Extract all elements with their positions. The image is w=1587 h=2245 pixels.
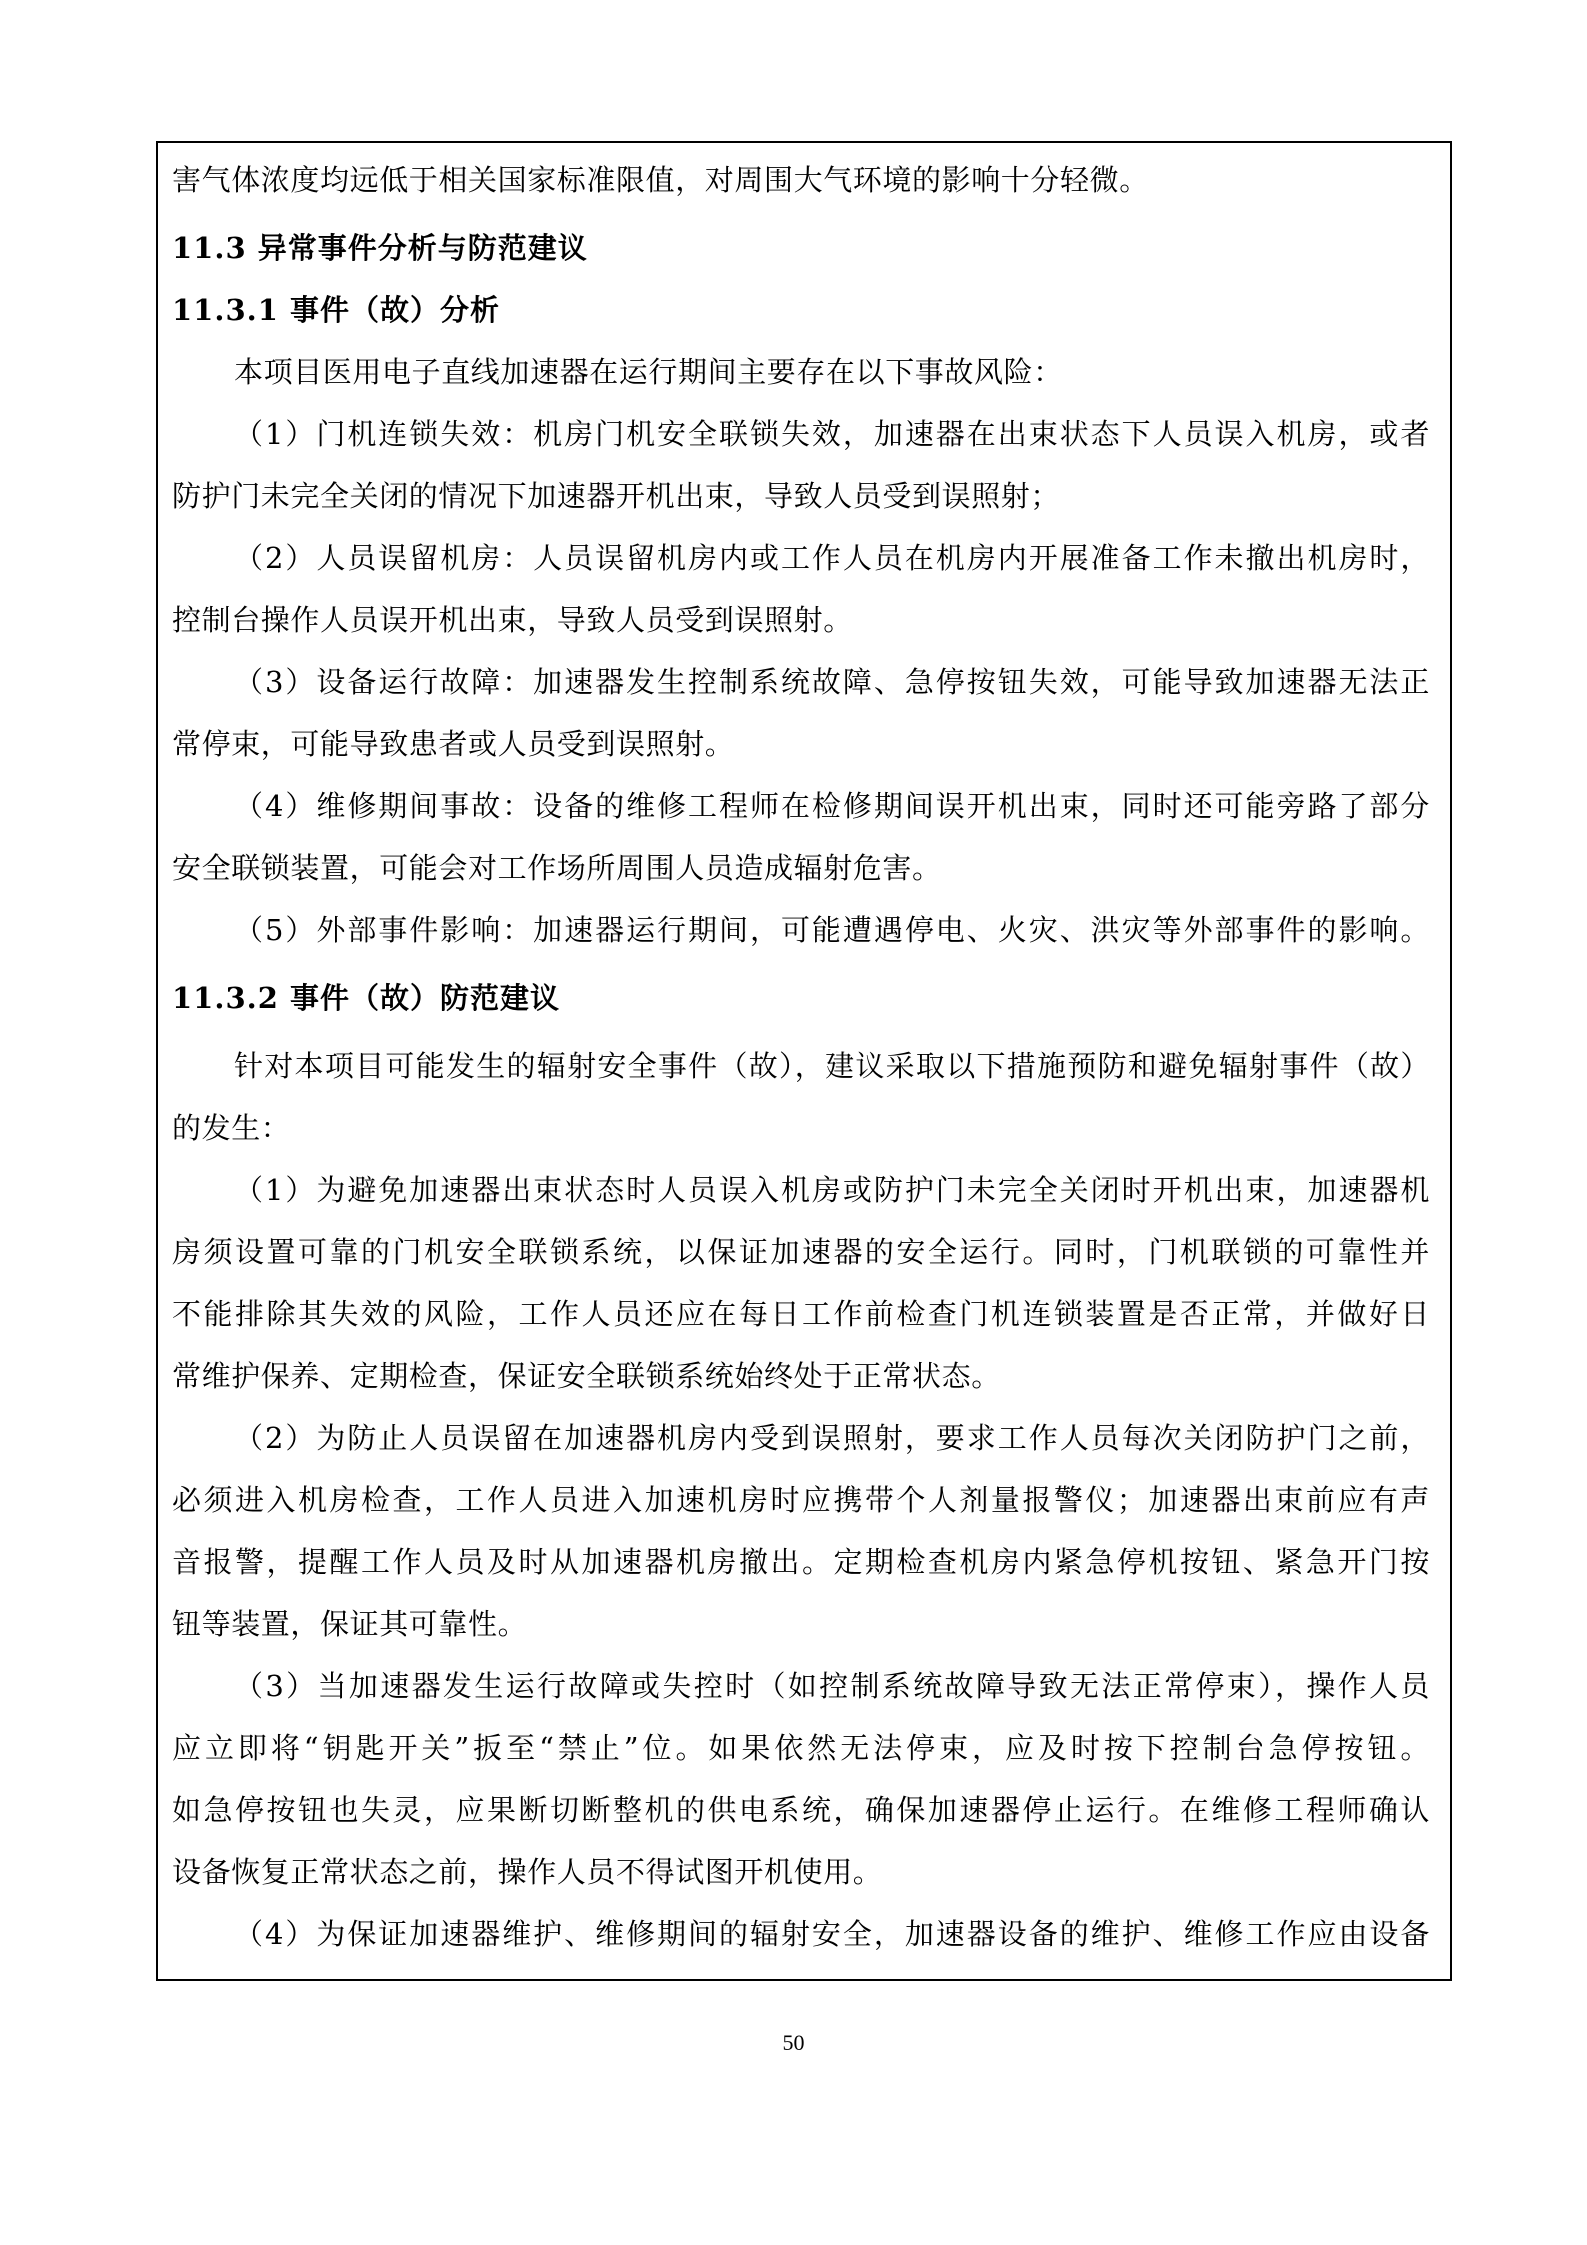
text-line: 控制台操作人员误开机出束，导致人员受到误照射。 <box>172 603 853 637</box>
subsection-heading: 11.3.1 事件（故）分析 <box>172 293 501 327</box>
text-line: （1）为避免加速器出束状态时人员误入机房或防护门未完全关闭时开机出束，加速器机 <box>234 1173 1430 1207</box>
text-line: （3）设备运行故障：加速器发生控制系统故障、急停按钮失效，可能导致加速器无法正 <box>234 665 1430 699</box>
text-line: 如急停按钮也失灵，应果断切断整机的供电系统，确保加速器停止运行。在维修工程师确认 <box>172 1793 1430 1827</box>
content-frame <box>156 141 1452 1981</box>
text-line: 常停束，可能导致患者或人员受到误照射。 <box>172 727 735 761</box>
text-line: （2）人员误留机房：人员误留机房内或工作人员在机房内开展准备工作未撤出机房时， <box>234 541 1430 575</box>
text-line: 防护门未完全关闭的情况下加速器开机出束，导致人员受到误照射； <box>172 479 1061 513</box>
text-line: （2）为防止人员误留在加速器机房内受到误照射，要求工作人员每次关闭防护门之前， <box>234 1421 1430 1455</box>
text-line: 设备恢复正常状态之前，操作人员不得试图开机使用。 <box>172 1855 883 1889</box>
text-line: 常维护保养、定期检查，保证安全联锁系统始终处于正常状态。 <box>172 1359 1001 1393</box>
subsection-heading: 11.3.2 事件（故）防范建议 <box>172 981 561 1015</box>
text-line: 钮等装置，保证其可靠性。 <box>172 1607 528 1641</box>
section-heading: 11.3 异常事件分析与防范建议 <box>172 231 588 265</box>
page-number: 50 <box>782 2030 805 2055</box>
text-line: 不能排除其失效的风险，工作人员还应在每日工作前检查门机连锁装置是否正常，并做好日 <box>172 1297 1430 1331</box>
text-line: （4）维修期间事故：设备的维修工程师在检修期间误开机出束，同时还可能旁路了部分 <box>234 789 1430 823</box>
text-line: 安全联锁装置，可能会对工作场所周围人员造成辐射危害。 <box>172 851 942 885</box>
text-line: 音报警，提醒工作人员及时从加速器机房撤出。定期检查机房内紧急停机按钮、紧急开门按 <box>172 1545 1430 1579</box>
text-line: （3）当加速器发生运行故障或失控时（如控制系统故障导致无法正常停束），操作人员 <box>234 1669 1430 1703</box>
text-line: 的发生： <box>172 1111 291 1145</box>
text-line: （5）外部事件影响：加速器运行期间，可能遭遇停电、火灾、洪灾等外部事件的影响。 <box>234 913 1430 947</box>
text-line: 针对本项目可能发生的辐射安全事件（故），建议采取以下措施预防和避免辐射事件（故） <box>234 1049 1430 1083</box>
text-line: 应立即将“钥匙开关”扳至“禁止”位。如果依然无法停束，应及时按下控制台急停按钮。 <box>172 1731 1430 1765</box>
text-line: （1）门机连锁失效：机房门机安全联锁失效，加速器在出束状态下人员误入机房，或者 <box>234 417 1430 451</box>
text-line: 必须进入机房检查，工作人员进入加速机房时应携带个人剂量报警仪；加速器出束前应有声 <box>172 1483 1430 1517</box>
text-line: （4）为保证加速器维护、维修期间的辐射安全，加速器设备的维护、维修工作应由设备 <box>234 1917 1430 1951</box>
text-line: 本项目医用电子直线加速器在运行期间主要存在以下事故风险： <box>234 355 1063 389</box>
text-line: 害气体浓度均远低于相关国家标准限值，对周围大气环境的影响十分轻微。 <box>172 163 1149 197</box>
text-line: 房须设置可靠的门机安全联锁系统，以保证加速器的安全运行。同时，门机联锁的可靠性并 <box>172 1235 1430 1269</box>
